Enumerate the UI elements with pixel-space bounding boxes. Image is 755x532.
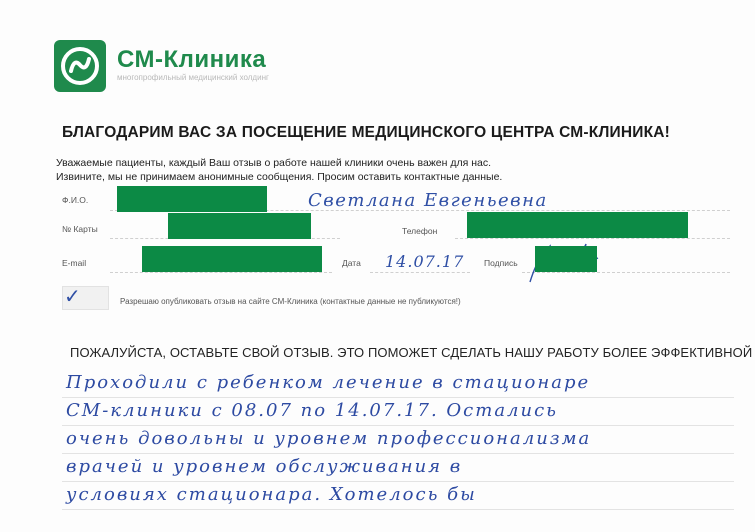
review-text-line: врачей и уровнем обслуживания в: [66, 456, 463, 477]
review-rule: [62, 425, 734, 426]
signature-label: Подпись: [484, 258, 518, 268]
email-line: [110, 272, 332, 273]
check-mark-icon: ✓: [64, 284, 81, 308]
logo-mark-icon: [54, 40, 106, 92]
date-label: Дата: [342, 258, 361, 268]
brand-subtitle: многопрофильный медицинский холдинг: [117, 73, 269, 82]
brand-name: СМ-Клиника: [117, 46, 267, 73]
review-text-line: Проходили с ребенком лечение в стационаре: [66, 372, 591, 393]
date-handwritten: 14.07.17: [385, 252, 465, 271]
intro-line-1: Уважаемые пациенты, каждый Ваш отзыв о работе нашей клиники очень важен для нас.: [56, 157, 492, 169]
review-text-line: очень довольны и уровнем профессионализма: [66, 428, 592, 449]
card-label: № Карты: [62, 224, 98, 234]
review-rule: [62, 481, 734, 482]
review-rule: [62, 397, 734, 398]
review-prompt: ПОЖАЛУЙСТА, ОСТАВЬТЕ СВОЙ ОТЗЫВ. ЭТО ПОМОЖЕТ СДЕЛАТЬ НАШУ РАБОТУ БОЛЕЕ ЭФФЕКТИВНОЙ: [70, 345, 753, 360]
fio-handwritten: Светлана Евгеньевна: [308, 190, 548, 211]
review-text-line: СМ-клиники с 08.07 по 14.07.17. Остались: [66, 400, 558, 421]
email-label: E-mail: [62, 258, 87, 268]
review-rule: [62, 453, 734, 454]
fio-label: Ф.И.О.: [62, 195, 89, 205]
phone-redaction: [467, 212, 688, 238]
card-redaction: [168, 213, 311, 239]
email-redaction: [142, 246, 322, 272]
fio-redaction: [117, 186, 267, 212]
signature-redaction: [535, 246, 597, 272]
form-headline: БЛАГОДАРИМ ВАС ЗА ПОСЕЩЕНИЕ МЕДИЦИНСКОГО ЦЕНТРА СМ-КЛИНИКА!: [62, 124, 671, 141]
intro-line-2: Извините, мы не принимаем анонимные сообщения. Просим оставить контактные данные.: [56, 171, 503, 183]
clinic-logo: [54, 40, 106, 92]
consent-text: Разрешаю опубликовать отзыв на сайте СМ-Клиника (контактные данные не публикуются!): [120, 297, 461, 306]
date-line: [370, 272, 470, 273]
review-text-line: условиях стационара. Хотелось бы: [66, 484, 477, 505]
phone-label: Телефон: [402, 226, 438, 236]
review-rule: [62, 509, 734, 510]
